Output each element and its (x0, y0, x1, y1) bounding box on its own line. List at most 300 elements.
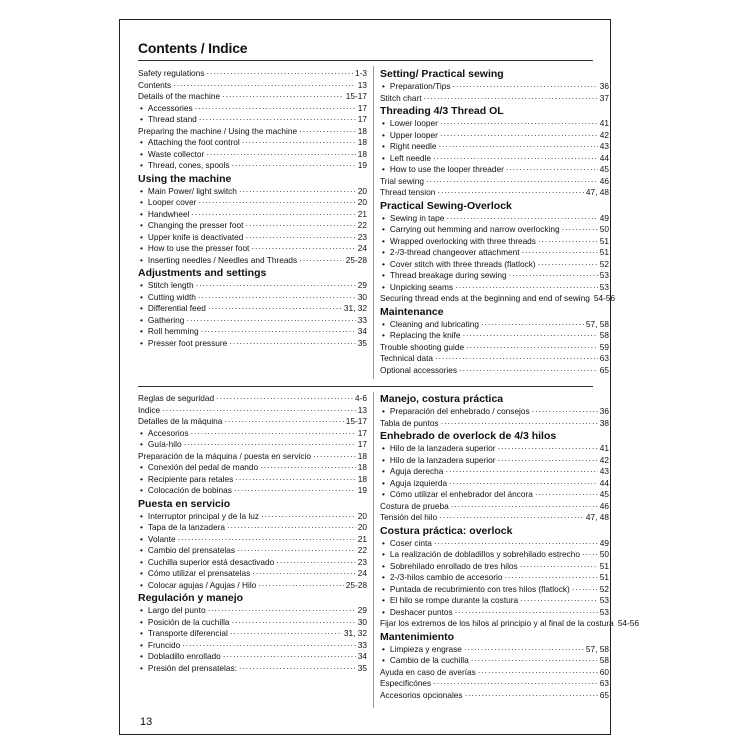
entry-page: 51 (599, 560, 609, 571)
dot-leader (196, 280, 356, 292)
entry-page: 22 (357, 545, 367, 555)
entry-page: 42 (599, 454, 609, 465)
dot-leader (201, 326, 356, 338)
toc-subentry (138, 663, 367, 675)
entry-page: 47, 48 (585, 187, 609, 197)
toc-subentry (138, 232, 367, 244)
dot-leader (216, 393, 353, 405)
dot-leader (466, 342, 598, 354)
dot-leader (520, 561, 598, 573)
dot-leader (471, 655, 598, 667)
entry-page: 18 (357, 148, 367, 159)
entry-label: • Largo del punto (138, 605, 206, 617)
toc-bottom-right (380, 392, 640, 701)
entry-label: • Deshacer puntos (380, 607, 453, 619)
entry-page: 19 (357, 160, 367, 170)
entry-label: • Preparación del enhebrado / consejos (380, 406, 530, 418)
entry-page: 17 (357, 427, 367, 438)
entry-page: 20 (357, 197, 367, 207)
page-title: Contents / Indice (138, 40, 248, 56)
entry-label: • Limpieza y engrase (380, 644, 462, 656)
toc-subentry (380, 549, 609, 561)
dot-leader (313, 451, 356, 463)
dot-leader (451, 501, 598, 513)
dot-leader (261, 511, 356, 523)
dot-leader (251, 243, 355, 255)
toc-subentry (138, 243, 367, 255)
entry-page: 13 (357, 404, 367, 415)
entry-label: Safety regulations (138, 68, 205, 78)
toc-subentry (138, 474, 367, 486)
entry-label: • Aguja derecha (380, 466, 443, 478)
entry-label: • Fruncido (138, 640, 180, 652)
toc-subentry (138, 103, 367, 115)
dot-leader (184, 439, 356, 451)
dot-leader (441, 418, 598, 430)
dot-leader (199, 114, 356, 126)
entry-page: 23 (357, 556, 367, 567)
toc-subentry (138, 292, 367, 304)
dot-leader (258, 580, 343, 592)
toc-subentry (380, 466, 609, 478)
entry-page: 19 (357, 485, 367, 495)
entry-label: • Conexión del pedal de mando (138, 462, 258, 474)
toc-subentry (380, 213, 609, 225)
toc-subentry (138, 640, 367, 652)
entry-label: • Puntada de recubrimiento con tres hilos (flatlock) (380, 584, 570, 596)
entry-label: • Aguja izquierda (380, 478, 447, 490)
dot-leader (239, 663, 356, 675)
toc-subentry (138, 428, 367, 440)
toc-top-right (380, 67, 616, 376)
dot-leader (439, 512, 584, 524)
entry-label: • Cutting width (138, 292, 196, 304)
dot-leader (437, 187, 584, 199)
entry-page: 18 (357, 125, 367, 136)
toc-entry (380, 293, 616, 305)
dot-leader (245, 220, 355, 232)
entry-page: 36 (599, 81, 609, 91)
entry-label: • Accessories (138, 103, 193, 115)
entry-page: 34 (357, 651, 367, 661)
dot-leader (498, 455, 598, 467)
entry-page: 13 (357, 79, 367, 90)
toc-subentry (138, 557, 367, 569)
dot-leader (538, 259, 598, 271)
section-heading: Regulación y manejo (138, 592, 244, 604)
dot-leader (195, 103, 356, 115)
entry-label: Indice (138, 404, 161, 415)
entry-page: 54-56 (617, 618, 640, 628)
dot-leader (208, 303, 342, 315)
entry-page: 45 (599, 489, 609, 499)
dot-leader (445, 466, 597, 478)
dot-leader (242, 137, 356, 149)
toc-entry (380, 176, 609, 188)
entry-page: 43 (599, 141, 609, 151)
entry-page: 17 (357, 114, 367, 124)
entry-label: Tensión del hilo (380, 512, 438, 522)
dot-leader (206, 149, 355, 161)
dot-leader (237, 545, 356, 557)
toc-subentry (138, 326, 367, 338)
dot-leader (224, 416, 343, 428)
entry-label: • Hilo de la lanzadera superior (380, 455, 496, 467)
dot-leader (520, 595, 598, 607)
entry-page: 57, 58 (585, 643, 609, 654)
dot-leader (222, 91, 344, 103)
entry-label: Securing thread ends at the beginning and end of sewing (380, 293, 590, 303)
toc-subentry (138, 209, 367, 221)
toc-entry (380, 618, 640, 630)
entry-label: • Colocación de bobinas (138, 485, 232, 497)
entry-label: • Colocar agujas / Agujas / Hilo (138, 580, 256, 592)
dot-leader (252, 568, 355, 580)
entry-label: Contents (138, 79, 172, 90)
dot-leader (299, 255, 344, 267)
entry-label: • Hilo de la lanzadera superior (380, 443, 496, 455)
toc-subentry (138, 439, 367, 451)
entry-page: 24 (357, 243, 367, 253)
toc-subentry (138, 545, 367, 557)
entry-page: 42 (599, 129, 609, 140)
dot-leader (434, 538, 598, 550)
entry-label: • Tapa de la lanzadera (138, 522, 225, 534)
entry-label: • Gathering (138, 315, 184, 327)
entry-page: 44 (599, 152, 609, 163)
toc-entry (380, 342, 609, 354)
toc-subentry (380, 259, 609, 271)
toc-entry (380, 678, 609, 690)
dot-leader (478, 667, 598, 679)
entry-page: 21 (357, 533, 367, 544)
dot-leader (173, 80, 356, 92)
dot-leader (498, 443, 598, 455)
entry-page: 51 (599, 247, 609, 257)
entry-label: • Presser foot pressure (138, 338, 227, 350)
entry-page: 54-56 (593, 293, 616, 303)
entry-label: • Coser cinta (380, 538, 432, 550)
section-heading: Threading 4/3 Thread OL (380, 105, 504, 117)
dot-leader (455, 282, 598, 294)
column-divider-bottom (373, 392, 374, 708)
entry-label: • Volante (138, 534, 176, 546)
toc-subentry (380, 224, 609, 236)
entry-page: 30 (357, 291, 367, 302)
entry-label: • Handwheel (138, 209, 189, 221)
entry-label: Details of the machine (138, 91, 221, 101)
toc-subentry (380, 270, 609, 282)
dot-leader (481, 319, 584, 331)
dot-leader (439, 141, 598, 153)
dot-leader (227, 522, 356, 534)
toc-subentry (380, 644, 609, 656)
entry-label: Trial sewing (380, 175, 424, 186)
dot-leader (504, 572, 597, 584)
entry-page: 53 (599, 595, 609, 605)
toc-subentry (380, 443, 609, 455)
toc-subentry (138, 338, 367, 350)
section-heading: Using the machine (138, 172, 232, 185)
toc-subentry (380, 282, 609, 294)
dot-leader (509, 270, 598, 282)
dot-leader (190, 428, 355, 440)
entry-page: 15-17 (345, 91, 367, 101)
toc-subentry (380, 607, 609, 619)
dot-leader (426, 176, 598, 188)
toc-subentry (380, 655, 609, 667)
toc-subentry (380, 478, 609, 490)
toc-entry (138, 393, 367, 405)
entry-label: • Carrying out hemming and narrow overlocking (380, 224, 560, 236)
dot-leader (522, 247, 598, 259)
dot-leader (440, 130, 598, 142)
entry-label: Stitch chart (380, 92, 422, 103)
toc-subentry (138, 605, 367, 617)
entry-page: 41 (599, 118, 609, 128)
entry-label: • Roll hemming (138, 326, 199, 338)
entry-page: 35 (357, 662, 367, 673)
toc-subentry (380, 455, 609, 467)
entry-label: • 2-/3-thread changeover attachment (380, 247, 520, 259)
entry-page: 47, 48 (585, 512, 609, 522)
entry-page: 49 (599, 537, 609, 548)
dot-leader (230, 628, 342, 640)
dot-leader (245, 232, 355, 244)
entry-page: 49 (599, 212, 609, 223)
entry-label: • La realización de dobladillos y sobrehilado estrecho (380, 549, 580, 561)
column-divider-top (373, 66, 374, 379)
entry-label: • Waste collector (138, 149, 204, 161)
entry-page: 60 (599, 666, 609, 677)
entry-label: • Changing the presser foot (138, 220, 243, 232)
entry-label: • Cambio del prensatelas (138, 545, 235, 557)
dot-leader (462, 330, 597, 342)
entry-page: 29 (357, 605, 367, 615)
entry-page: 33 (357, 639, 367, 650)
entry-label: • How to use the looper threader (380, 164, 504, 176)
dot-leader (538, 236, 598, 248)
entry-page: 37 (599, 92, 609, 103)
dot-leader (191, 209, 355, 221)
entry-page: 20 (357, 522, 367, 532)
entry-label: Tabla de puntos (380, 417, 439, 428)
entry-page: 33 (357, 314, 367, 325)
entry-label: • Thread breakage during sewing (380, 270, 507, 282)
entry-label: Detalles de la máquina (138, 416, 223, 426)
dot-leader (440, 118, 598, 130)
entry-label: • Upper looper (380, 130, 438, 142)
toc-subentry (138, 220, 367, 232)
entry-page: 53 (599, 281, 609, 292)
entry-label: • Cambio de la cuchilla (380, 655, 469, 667)
dot-leader (198, 197, 355, 209)
toc-subentry (138, 137, 367, 149)
entry-label: • Thread, cones, spools (138, 160, 230, 172)
entry-label: Trouble shooting guide (380, 341, 465, 352)
entry-page: 31, 32 (343, 303, 367, 313)
entry-page: 18 (357, 462, 367, 472)
dot-leader (260, 462, 356, 474)
section-heading: Adjustments and settings (138, 267, 267, 279)
entry-label: • Dobladillo enrollado (138, 651, 221, 663)
toc-subentry (138, 315, 367, 327)
entry-label: • Preparation/Tips (380, 81, 450, 93)
toc-entry (138, 80, 367, 92)
entry-page: 45 (599, 164, 609, 174)
dot-leader (424, 93, 598, 105)
entry-label: • El hilo se rompe durante la costura (380, 595, 518, 607)
dot-leader (223, 651, 356, 663)
dot-leader (186, 315, 355, 327)
entry-label: Especificónes (380, 678, 432, 688)
dot-leader (446, 213, 597, 225)
entry-page: 50 (599, 224, 609, 234)
entry-page: 53 (599, 270, 609, 280)
dot-leader (206, 68, 353, 80)
dot-leader (465, 690, 598, 702)
entry-label: • Attaching the foot control (138, 137, 240, 149)
toc-subentry (138, 485, 367, 497)
entry-page: 22 (357, 220, 367, 230)
entry-page: 21 (357, 208, 367, 219)
toc-subentry (380, 81, 609, 93)
entry-label: • Inserting needles / Needles and Threads (138, 255, 297, 267)
toc-subentry (380, 572, 609, 584)
entry-label: • Main Power/ light switch (138, 186, 237, 198)
entry-label: • Thread stand (138, 114, 197, 126)
entry-label: • Left needle (380, 153, 431, 165)
entry-page: 18 (357, 137, 367, 147)
dot-leader (435, 353, 598, 365)
toc-subentry (138, 628, 367, 640)
entry-page: 30 (357, 616, 367, 627)
dot-leader (464, 644, 584, 656)
entry-page: 41 (599, 443, 609, 453)
section-heading: Manejo, costura práctica (380, 393, 504, 405)
entry-page: 15-17 (345, 416, 367, 426)
toc-subentry (138, 197, 367, 209)
entry-page: 65 (599, 364, 609, 375)
entry-page: 23 (357, 231, 367, 242)
toc-entry (138, 405, 367, 417)
entry-label: • Wrapped overlocking with three threads (380, 236, 536, 248)
entry-label: Optional accessories (380, 364, 458, 375)
section-heading: Practical Sewing-Overlock (380, 199, 512, 212)
toc-subentry (380, 406, 609, 418)
entry-label: • Looper cover (138, 197, 196, 209)
toc-subentry (380, 561, 609, 573)
entry-page: 17 (357, 439, 367, 449)
entry-label: • Sobrehilado enrollado de tres hilos (380, 561, 518, 573)
entry-label: • Presión del prensatelas: (138, 663, 237, 675)
page-number: 13 (140, 716, 153, 728)
toc-subentry (380, 247, 609, 259)
entry-page: 57, 58 (585, 318, 609, 329)
entry-page: 59 (599, 341, 609, 352)
entry-page: 52 (599, 258, 609, 269)
toc-subentry (380, 164, 609, 176)
entry-label: Reglas de seguridad (138, 393, 215, 403)
toc-entry (380, 512, 609, 524)
toc-subentry (138, 511, 367, 523)
entry-page: 65 (599, 689, 609, 700)
entry-page: 20 (357, 510, 367, 521)
toc-subentry (380, 118, 609, 130)
entry-page: 18 (357, 450, 367, 461)
entry-label: Preparing the machine / Using the machine (138, 125, 298, 136)
toc-entry (380, 418, 609, 430)
entry-page: 44 (599, 477, 609, 488)
entry-label: • Replacing the knife (380, 330, 460, 342)
section-heading: Maintenance (380, 305, 444, 318)
entry-label: • Stitch length (138, 280, 194, 292)
entry-page: 31, 32 (343, 628, 367, 638)
toc-top-left (138, 68, 367, 349)
toc-subentry (380, 584, 609, 596)
entry-label: • Accesorios (138, 428, 188, 440)
entry-page: 51 (599, 235, 609, 246)
entry-page: 63 (599, 353, 609, 363)
entry-label: • Upper knife is deactivated (138, 232, 243, 244)
section-heading: Costura práctica: overlock (380, 524, 513, 537)
dot-leader (235, 474, 356, 486)
toc-entry (380, 690, 609, 702)
entry-label: • Cómo utilizar el prensatelas (138, 568, 250, 580)
entry-label: Ayuda en caso de averías (380, 666, 476, 677)
entry-label: • Recipiente para retales (138, 474, 233, 486)
toc-subentry (380, 538, 609, 550)
entry-page: 38 (599, 417, 609, 428)
entry-page: 58 (599, 330, 609, 340)
dot-leader (229, 338, 356, 350)
dot-leader (299, 126, 356, 138)
entry-label: • Cuchilla superior está desactivado (138, 557, 274, 569)
toc-subentry (380, 153, 609, 165)
dot-leader (582, 549, 598, 561)
toc-entry (138, 91, 367, 103)
dot-leader (572, 584, 598, 596)
entry-label: • Cleaning and lubricating (380, 319, 479, 331)
toc-subentry (380, 330, 609, 342)
toc-subentry (138, 651, 367, 663)
toc-entry (138, 68, 367, 80)
entry-page: 36 (599, 406, 609, 416)
entry-page: 46 (599, 500, 609, 511)
entry-page: 1-3 (355, 68, 367, 78)
entry-label: Thread tension (380, 187, 436, 197)
toc-subentry (380, 141, 609, 153)
toc-subentry (380, 489, 609, 501)
entry-label: Preparación de la máquina / puesta en servicio (138, 450, 311, 461)
title-rule (138, 60, 593, 61)
toc-subentry (138, 303, 367, 315)
toc-entry (380, 501, 609, 513)
entry-label: • Sewing in tape (380, 213, 444, 225)
section-heading: Mantenimiento (380, 630, 455, 643)
dot-leader (232, 617, 356, 629)
section-divider (138, 386, 593, 387)
toc-entry (380, 187, 609, 199)
entry-label: • Guía-hilo (138, 439, 182, 451)
toc-entry (138, 416, 367, 428)
toc-entry (380, 353, 609, 365)
entry-label: • Transporte diferencial (138, 628, 228, 640)
dot-leader (182, 640, 356, 652)
entry-page: 17 (357, 102, 367, 113)
entry-page: 58 (599, 655, 609, 665)
entry-page: 43 (599, 466, 609, 476)
